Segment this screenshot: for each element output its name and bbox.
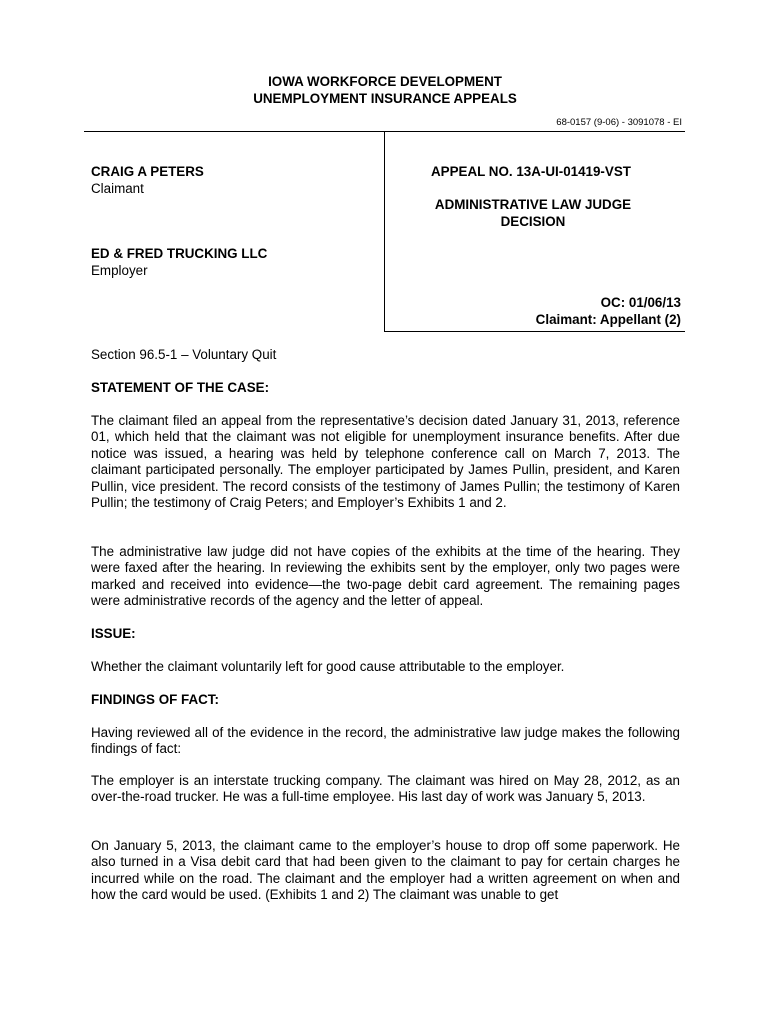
decision-title-line2: DECISION — [500, 214, 566, 229]
employer-name: ED & FRED TRUCKING LLC — [91, 246, 268, 261]
findings-paragraph-1: Having reviewed all of the evidence in the record, the administrative law judge makes the following findings of fact: — [91, 725, 680, 757]
statement-paragraph-1: The claimant filed an appeal from the representative’s decision dated January 31, 2013, reference 01, which held that the claimant was not eligible for unemployment insurance benefits. After due notice was issued, a hearing was held by telephone conference call on March 7, 2013. The claimant participated personally. The employer participated by James Pullin, president, and Karen Pullin, vice president. The record consists of the testimony of James Pullin; the testimony of Karen Pullin; the testimony of Craig Peters; and Employer’s Exhibits 1 and 2. — [91, 413, 680, 511]
claimant-status: Claimant: Appellant (2) — [535, 312, 681, 327]
employer-role: Employer — [91, 263, 148, 278]
oc-date: OC: 01/06/13 — [600, 295, 681, 310]
agency-title: IOWA WORKFORCE DEVELOPMENT — [268, 74, 502, 89]
findings-paragraph-2: The employer is an interstate trucking company. The claimant was hired on May 28, 2012, as an over-the-road trucker. He was a full-time employee. His last day of work was January 5, 2013. — [91, 773, 680, 805]
decision-title-line1: ADMINISTRATIVE LAW JUDGE — [434, 197, 632, 212]
issue-paragraph: Whether the claimant voluntarily left for good cause attributable to the employer. — [91, 659, 565, 674]
claimant-role: Claimant — [91, 181, 144, 196]
form-id: 68-0157 (9-06) - 3091078 - EI — [556, 117, 682, 128]
appeal-number: APPEAL NO. 13A-UI-01419-VST — [431, 164, 631, 179]
claimant-name: CRAIG A PETERS — [91, 164, 204, 179]
section-reference: Section 96.5-1 – Voluntary Quit — [91, 347, 277, 362]
statement-paragraph-2: The administrative law judge did not have copies of the exhibits at the time of the hearing. They were faxed after the hearing. In reviewing the exhibits sent by the employer, only two pages were marked and received into evidence—the two-page debit card agreement. The remaining pages were administrative records of the agency and the letter of appeal. — [91, 544, 680, 609]
findings-paragraph-3: On January 5, 2013, the claimant came to the employer’s house to drop off some paperwork. He also turned in a Visa debit card that had been given to the claimant to pay for certain charges he incurred while on the road. The claimant and the employer had a written agreement on when and how the card would be used. (Exhibits 1 and 2) The claimant was unable to get — [91, 838, 680, 903]
division-title: UNEMPLOYMENT INSURANCE APPEALS — [253, 91, 517, 106]
statement-heading: STATEMENT OF THE CASE: — [91, 380, 270, 395]
issue-heading: ISSUE: — [91, 626, 136, 641]
caption-bottom-rule — [384, 331, 685, 332]
findings-heading: FINDINGS OF FACT: — [91, 692, 219, 707]
